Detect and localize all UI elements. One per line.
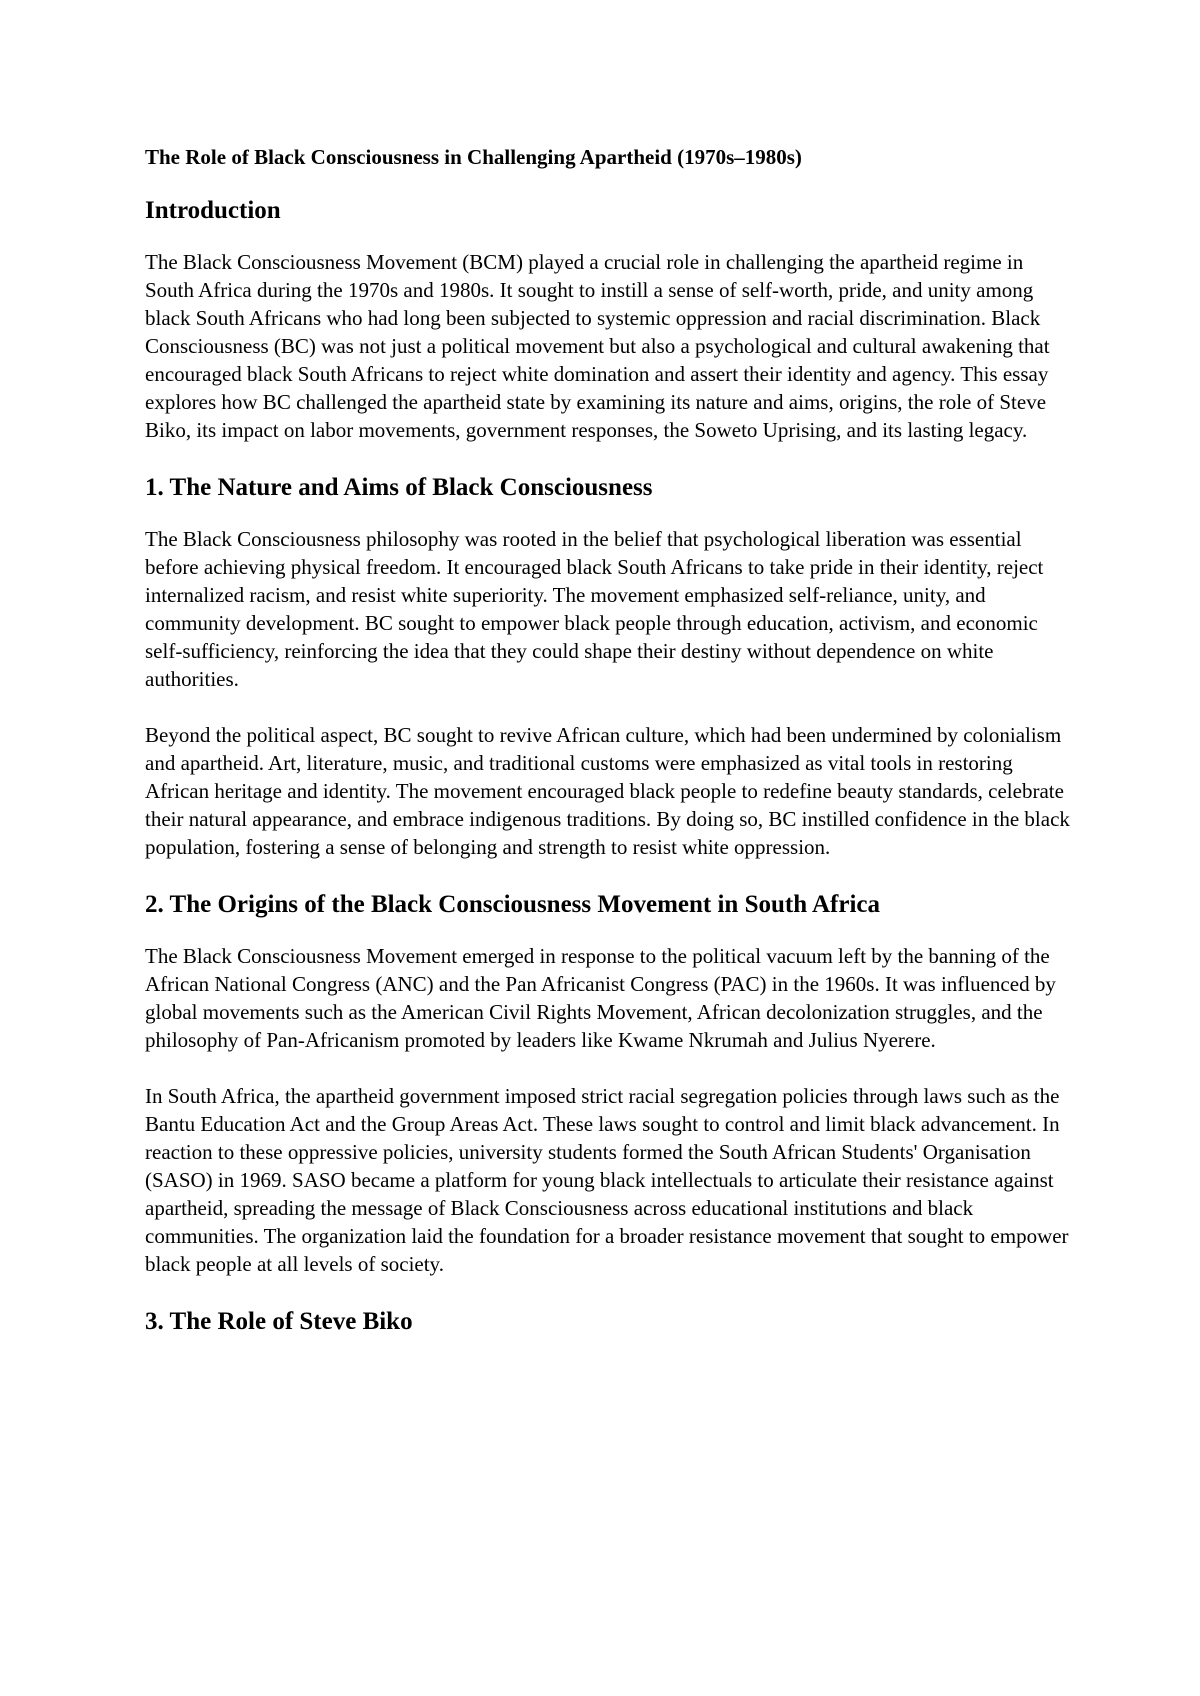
document-page [145, 143, 1075, 1359]
paragraph: The Black Consciousness Movement (BCM) played a crucial role in challenging the apartheid regime in South Africa during the 1970s and 1980s. It sought to instill a sense of self-worth, pride, and unity among black South Africans who had long been subjected to systemic oppression and racial discrimination. Black Consciousness (BC) was not just a political movement but also a psychological and cultural awakening that encouraged black South Africans to reject white domination and assert their identity and agency. This essay explores how BC challenged the apartheid state by examining its nature and aims, origins, the role of Steve Biko, its impact on labor movements, government responses, the Soweto Uprising, and its lasting legacy. [145, 250, 1050, 442]
paragraph: In South Africa, the apartheid government imposed strict racial segregation policies through laws such as the Bantu Education Act and the Group Areas Act. These laws sought to control and limit black advancement. In reaction to these oppressive policies, university students formed the South African Students' Organisation (SASO) in 1969. SASO became a platform for young black intellectuals to articulate their resistance against apartheid, spreading the message of Black Consciousness across educational institutions and black communities. The organization laid the foundation for a broader resistance movement that sought to empower black people at all levels of society. [145, 1084, 1069, 1276]
section-steve-biko [145, 1306, 1075, 1338]
section-heading-introduction: Introduction [145, 197, 281, 224]
section-nature-and-aims [145, 472, 1075, 861]
paragraph: Beyond the political aspect, BC sought to revive African culture, which had been undermined by colonialism and apartheid. Art, literature, music, and traditional customs were emphasized as vital tools in restoring African heritage and identity. The movement encouraged black people to redefine beauty standards, celebrate their natural appearance, and embrace indigenous traditions. By doing so, BC instilled confidence in the black population, fostering a sense of belonging and strength to resist white oppression. [145, 723, 1070, 859]
section-heading-nature-and-aims: 1. The Nature and Aims of Black Consciousness [145, 474, 653, 501]
paragraph: The Black Consciousness Movement emerged in response to the political vacuum left by the banning of the African National Congress (ANC) and the Pan Africanist Congress (PAC) in the 1960s. It was influenced by global movements such as the American Civil Rights Movement, African decolonization struggles, and the philosophy of Pan-Africanism promoted by leaders like Kwame Nkrumah and Julius Nyerere. [145, 944, 1056, 1052]
section-heading-origins: 2. The Origins of the Black Consciousness Movement in South Africa [145, 891, 880, 918]
paragraph: The Black Consciousness philosophy was rooted in the belief that psychological liberation was essential before achieving physical freedom. It encouraged black South Africans to take pride in their identity, reject internalized racism, and resist white superiority. The movement emphasized self-reliance, unity, and community development. BC sought to empower black people through education, activism, and economic self-sufficiency, reinforcing the idea that they could shape their destiny without dependence on white authorities. [145, 527, 1044, 691]
section-introduction [145, 195, 1075, 444]
section-heading-steve-biko: 3. The Role of Steve Biko [145, 1308, 413, 1335]
section-origins [145, 889, 1075, 1278]
document-title: The Role of Black Consciousness in Challenging Apartheid (1970s–1980s) [145, 145, 802, 169]
